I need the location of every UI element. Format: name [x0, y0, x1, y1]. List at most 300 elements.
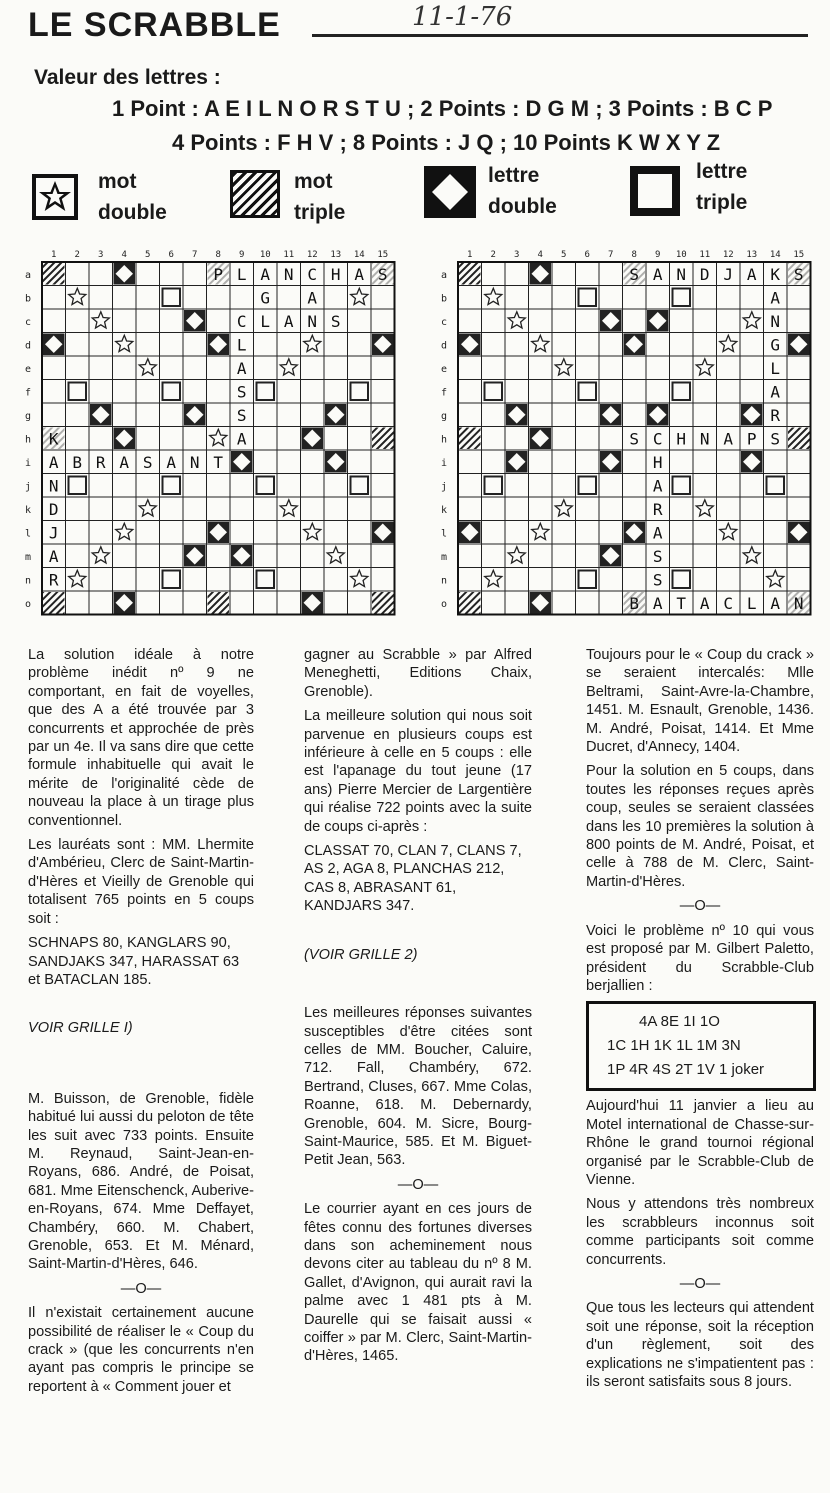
grid1-cell	[348, 427, 372, 451]
grid2-cell	[646, 450, 670, 474]
grid1-cell	[113, 333, 137, 357]
tile-letter: A	[723, 429, 734, 449]
grid1-cell	[66, 380, 90, 404]
hatched-square-icon	[230, 170, 280, 218]
tile-letter: R	[48, 570, 59, 590]
column-label: 3	[98, 250, 104, 260]
grid2-cell	[646, 262, 670, 286]
grid2-cell	[787, 427, 811, 451]
grid1-cell	[66, 568, 90, 592]
grid2-cell	[740, 333, 764, 357]
grid2-cell	[740, 403, 764, 427]
grid1-cell	[42, 497, 66, 521]
grid2-cell	[458, 309, 482, 333]
grid2-cell	[693, 309, 717, 333]
grid2-cell	[552, 568, 576, 592]
grid2-cell	[670, 286, 694, 310]
triple-word-square	[372, 428, 394, 450]
grid1-cell	[183, 380, 207, 404]
grid2-cell	[693, 497, 717, 521]
tile-letter: H	[676, 429, 687, 449]
grid1-cell	[324, 380, 348, 404]
column-label: 13	[746, 250, 758, 260]
problem-box-line-1: 4A 8E 1I 1O	[639, 1013, 720, 1031]
row-label: g	[440, 410, 448, 422]
tile-letter: A	[652, 476, 663, 496]
col3-paragraph-crack-ranking: Toujours pour le « Coup du crack » se seraient intercalés: Mlle Beltrami, Saint-Avre-la-Chambre, 1451. M. Esnault, Grenoble, 1436. M. André, Poisat, 1414. Et Mme Ducret, d'Annecy, 1404.	[586, 647, 814, 756]
grid1-cell	[136, 262, 160, 286]
triple-word-square	[788, 428, 810, 450]
row-label: l	[24, 528, 32, 540]
grid1-cell	[277, 427, 301, 451]
grid2-cell	[529, 591, 553, 615]
grid1-cell	[371, 568, 395, 592]
column-label: 11	[699, 250, 711, 260]
grid1-cell	[207, 568, 231, 592]
grid2-cell	[599, 497, 623, 521]
column-label: 14	[353, 250, 365, 260]
grid2-cell	[599, 568, 623, 592]
grid1-cell	[301, 544, 325, 568]
grid2-cell	[458, 427, 482, 451]
grid1-cell	[324, 521, 348, 545]
column-label: 1	[467, 250, 473, 260]
grid2-cell	[482, 497, 506, 521]
col1-paragraph-ranking: M. Buisson, de Grenoble, fidèle habitué lui aussi du peloton de tête les suit avec 733 points. Ensuite M. Reynaud, Saint-Jean-en-Royans, 686. André, de Poisat, 681. Mme Eitenschenck, Auberive-en-Royans, 674. Mme Deffayet, Chambéry, 660. M. Chabert, Grenoble, 653. Et M. Ménard, Saint-Martin-d'Hères, 646.	[28, 1090, 254, 1273]
grid1-cell	[301, 403, 325, 427]
grid2-cell	[458, 403, 482, 427]
grid2-cell	[599, 450, 623, 474]
tile-letter: T	[213, 452, 224, 472]
grid2-cell	[482, 474, 506, 498]
grid2-cell	[740, 521, 764, 545]
grid2-cell	[505, 333, 529, 357]
grid2-cell	[482, 380, 506, 404]
grid1-cell	[207, 427, 231, 451]
column-label: 9	[655, 250, 661, 260]
grid1-cell	[113, 286, 137, 310]
grid2-cell	[552, 591, 576, 615]
grid1-cell	[324, 309, 348, 333]
grid2-cell	[740, 427, 764, 451]
grid1-cell	[371, 450, 395, 474]
grid2-cell	[529, 262, 553, 286]
grid2-cell	[670, 544, 694, 568]
col3-separator-1: —O—	[679, 898, 721, 915]
tile-letter: S	[377, 264, 388, 284]
col3-paragraph-tournament: Aujourd'hui 11 janvier a lieu au Motel international de Chasse-sur-Rhône le grand tournoi régional organisé par le Scrabble-Club de Vienne.	[586, 1098, 814, 1188]
column-label: 5	[145, 250, 151, 260]
grid1-cell	[254, 356, 278, 380]
grid2-cell	[787, 403, 811, 427]
grid2-cell	[552, 474, 576, 498]
grid2-cell	[787, 568, 811, 592]
tile-letter: A	[770, 382, 781, 402]
grid2-cell	[458, 544, 482, 568]
grid2-cell	[717, 568, 741, 592]
grid1-cell	[89, 568, 113, 592]
grid1-cell	[66, 333, 90, 357]
grid2-cell	[599, 380, 623, 404]
grid2-cell	[623, 286, 647, 310]
grid1-cell	[183, 262, 207, 286]
grid2-cell	[576, 380, 600, 404]
tile-letter: S	[236, 405, 247, 425]
grid2-cell	[764, 568, 788, 592]
col3-paragraph-invite: Nous y attendons très nombreux les scrabbleurs inconnus soit comme participants soit comme concurrents.	[586, 1196, 814, 1268]
row-label: o	[440, 598, 448, 610]
grid2-cell	[764, 427, 788, 451]
grid1-cell	[89, 403, 113, 427]
tile-letter: J	[723, 264, 734, 284]
grid1-cell	[348, 356, 372, 380]
grid1-cell	[371, 333, 395, 357]
grid1-cell	[301, 286, 325, 310]
grid2-cell	[505, 521, 529, 545]
tile-letter: G	[260, 288, 271, 308]
tile-letter: C	[307, 264, 318, 284]
grid2-cell	[787, 380, 811, 404]
row-label: e	[440, 363, 448, 375]
grid2-cell	[599, 591, 623, 615]
grid2-cell	[764, 286, 788, 310]
grid1-cell	[207, 497, 231, 521]
grid1-cell	[324, 450, 348, 474]
grid2-cell	[599, 309, 623, 333]
grid2-cell	[529, 356, 553, 380]
grid1-cell	[89, 497, 113, 521]
grid1-cell	[136, 521, 160, 545]
col2-paragraph-book: gagner au Scrabble » par Alfred Meneghetti, Editions Chaix, Grenoble).	[304, 647, 532, 700]
grid1-cell	[301, 309, 325, 333]
tile-letter: N	[307, 311, 318, 331]
grid1-cell	[277, 333, 301, 357]
grid1-cell	[113, 262, 137, 286]
grid2-cell	[764, 497, 788, 521]
grid2-cell	[482, 568, 506, 592]
grid1-cell	[230, 427, 254, 451]
grid1-cell	[136, 427, 160, 451]
grid1-cell	[277, 356, 301, 380]
row-label: m	[440, 551, 448, 563]
grid2-cell	[764, 403, 788, 427]
grid2-cell	[482, 286, 506, 310]
grid2-cell	[599, 427, 623, 451]
row-label: g	[24, 410, 32, 422]
grid2-cell	[529, 450, 553, 474]
handwritten-date: 11-1-76	[412, 2, 513, 32]
grid2-cell	[576, 356, 600, 380]
grid1-cell	[66, 427, 90, 451]
letter-values-heading: Valeur des lettres :	[34, 66, 221, 89]
grid2-cell	[482, 333, 506, 357]
grid1-cell	[136, 309, 160, 333]
grid2-cell	[505, 403, 529, 427]
grid1-cell	[89, 427, 113, 451]
grid1-cell	[113, 474, 137, 498]
col2-paragraph-mail: Le courrier ayant en ces jours de fêtes connu des fortunes diverses dans son acheminement nous devons citer au tableau du nº 8 M. Gallet, d'Avignon, qui aurait ravi la palme avec 1 481 pts à M. Daurelle qui se faisait aussi « coiffer » par M. Clerc, Saint-Martin-d'Hères, 1465.	[304, 1201, 532, 1365]
grid1-cell	[136, 450, 160, 474]
row-label: n	[24, 575, 32, 587]
grid2-cell	[552, 497, 576, 521]
grid2-cell	[717, 497, 741, 521]
tile-letter: B	[629, 593, 640, 613]
grid2-cell	[623, 544, 647, 568]
grid1-cell	[42, 262, 66, 286]
grid1-cell	[207, 262, 231, 286]
grid2-cell	[623, 591, 647, 615]
page-title: LE SCRABBLE	[28, 6, 281, 44]
tile-letter: K	[770, 264, 781, 284]
column-label: 14	[769, 250, 781, 260]
grid1-cell	[136, 568, 160, 592]
grid1-cell	[348, 309, 372, 333]
grid1-cell	[371, 427, 395, 451]
grid2-cell	[717, 427, 741, 451]
grid2-cell	[482, 544, 506, 568]
grid2-cell	[505, 591, 529, 615]
grid1-cell	[301, 333, 325, 357]
grid1-cell	[42, 450, 66, 474]
title-rule	[312, 34, 808, 37]
triple-word-square	[43, 592, 65, 614]
legend-label-3b: double	[488, 195, 557, 218]
row-label: h	[440, 434, 448, 446]
row-label: o	[24, 598, 32, 610]
grid1-cell	[254, 333, 278, 357]
diamond-square-icon	[424, 166, 476, 218]
grid1-cell	[254, 544, 278, 568]
grid2-cell	[552, 309, 576, 333]
grid1-cell	[160, 474, 184, 498]
grid2-cell	[764, 474, 788, 498]
grid2-cell	[646, 544, 670, 568]
grid2-cell	[646, 568, 670, 592]
grid1-cell	[324, 591, 348, 615]
column-label: 1	[51, 250, 57, 260]
tile-letter: C	[723, 593, 734, 613]
grid2-cell	[717, 286, 741, 310]
row-label: b	[24, 293, 32, 305]
column-label: 7	[608, 250, 614, 260]
grid2-cell	[599, 286, 623, 310]
grid1-cell	[324, 568, 348, 592]
row-label: c	[24, 316, 32, 328]
grid1-cell	[207, 544, 231, 568]
grid2-cell	[693, 356, 717, 380]
tile-letter: L	[746, 593, 757, 613]
grid2-cell	[740, 262, 764, 286]
grid1-cell	[207, 380, 231, 404]
tile-letter: T	[676, 593, 687, 613]
grid1-cell	[301, 262, 325, 286]
tile-letter: D	[48, 499, 59, 519]
grid1-cell	[324, 356, 348, 380]
grid1-cell	[42, 568, 66, 592]
grid2-cell	[529, 521, 553, 545]
grid2-cell	[576, 309, 600, 333]
column-label: 5	[561, 250, 567, 260]
column-label: 7	[192, 250, 198, 260]
grid2-cell	[717, 309, 741, 333]
grid1-cell	[277, 521, 301, 545]
grid1-cell	[230, 497, 254, 521]
legend-label-4a: lettre	[696, 160, 748, 183]
grid2-cell	[505, 286, 529, 310]
grid2-cell	[670, 591, 694, 615]
grid1-cell	[230, 521, 254, 545]
row-label: b	[440, 293, 448, 305]
grid1-cell	[66, 474, 90, 498]
grid2-cell	[458, 497, 482, 521]
grid2-cell	[529, 403, 553, 427]
row-label: f	[24, 387, 32, 399]
grid1-cell	[136, 544, 160, 568]
col2-grid-ref: (VOIR GRILLE 2)	[304, 946, 418, 963]
grid2-cell	[529, 309, 553, 333]
grid1-cell	[301, 380, 325, 404]
hollow-square-icon	[630, 166, 680, 216]
col1-paragraph-solution: SCHNAPS 80, KANGLARS 90, SANDJAKS 347, HARASSAT 63 et BATACLAN 185.	[28, 935, 240, 988]
grid1-cell	[183, 403, 207, 427]
grid2-cell	[576, 521, 600, 545]
grid2-cell	[717, 591, 741, 615]
grid1-cell	[324, 333, 348, 357]
grid1-cell	[301, 356, 325, 380]
grid2-cell	[693, 427, 717, 451]
tile-letter: H	[652, 452, 663, 472]
row-label: n	[440, 575, 448, 587]
grid1-cell	[42, 521, 66, 545]
grid2-cell	[599, 474, 623, 498]
letter-values-line-2: 4 Points : F H V ; 8 Points : J Q ; 10 Points K W X Y Z	[172, 130, 721, 155]
grid1-cell	[230, 309, 254, 333]
grid2-cell	[623, 474, 647, 498]
tile-letter: S	[629, 264, 640, 284]
grid2-cell	[670, 427, 694, 451]
grid2-cell	[740, 474, 764, 498]
grid1-cell	[254, 450, 278, 474]
grid2-cell	[693, 544, 717, 568]
grid1-cell	[160, 568, 184, 592]
grid2-cell	[576, 333, 600, 357]
col1-separator: —O—	[120, 1280, 162, 1297]
grid1-cell	[89, 356, 113, 380]
grid1-cell	[42, 286, 66, 310]
grid1-cell	[113, 591, 137, 615]
scrabble-grid-2	[438, 244, 818, 631]
grid1-cell	[136, 333, 160, 357]
grid2-cell	[623, 403, 647, 427]
tile-letter: A	[166, 452, 177, 472]
grid1-cell	[160, 591, 184, 615]
grid1-cell	[371, 544, 395, 568]
grid2-cell	[552, 380, 576, 404]
tile-letter: S	[236, 382, 247, 402]
grid2-cell	[764, 262, 788, 286]
tile-letter: A	[652, 264, 663, 284]
problem-10-box	[586, 1001, 816, 1091]
grid2-cell	[717, 450, 741, 474]
grid2-cell	[787, 474, 811, 498]
grid1-cell	[160, 380, 184, 404]
grid2-cell	[740, 380, 764, 404]
grid1-cell	[66, 403, 90, 427]
grid2-cell	[552, 262, 576, 286]
grid2-cell	[646, 591, 670, 615]
grid2-cell	[599, 521, 623, 545]
grid1-cell	[230, 403, 254, 427]
grid2-cell	[693, 474, 717, 498]
grid1-cell	[207, 591, 231, 615]
grid1-cell	[113, 497, 137, 521]
grid1-cell	[230, 544, 254, 568]
grid1-cell	[113, 356, 137, 380]
grid1-cell	[136, 403, 160, 427]
grid1-cell	[183, 474, 207, 498]
grid2-cell	[458, 521, 482, 545]
tile-letter: A	[48, 452, 59, 472]
grid1-cell	[254, 380, 278, 404]
grid1-cell	[230, 356, 254, 380]
col2-separator: —O—	[397, 1176, 439, 1193]
grid1-cell	[230, 568, 254, 592]
grid2-cell	[599, 403, 623, 427]
grid2-cell	[505, 497, 529, 521]
column-label: 4	[121, 250, 127, 260]
grid2-cell	[623, 497, 647, 521]
grid1-cell	[183, 521, 207, 545]
grid1-cell	[348, 521, 372, 545]
grid1-cell	[348, 333, 372, 357]
grid2-cell	[646, 380, 670, 404]
grid2-cell	[740, 450, 764, 474]
grid2-cell	[740, 544, 764, 568]
grid1-cell	[66, 591, 90, 615]
grid2-cell	[482, 309, 506, 333]
grid1-cell	[277, 403, 301, 427]
grid1-cell	[371, 356, 395, 380]
grid2-cell	[764, 380, 788, 404]
grid1-cell	[183, 333, 207, 357]
grid2-cell	[740, 591, 764, 615]
grid2-cell	[670, 403, 694, 427]
grid2-cell	[740, 286, 764, 310]
grid1-cell	[371, 286, 395, 310]
grid1-cell	[42, 591, 66, 615]
grid1-cell	[254, 403, 278, 427]
row-label: c	[440, 316, 448, 328]
grid1-cell	[348, 380, 372, 404]
grid1-cell	[277, 262, 301, 286]
grid2-cell	[717, 474, 741, 498]
grid2-cell	[693, 521, 717, 545]
col1-paragraph-intro: La solution idéale à notre problème inédit nº 9 ne comportant, en fait de voyelles, que des A a été trouvée par 3 concurrents et approchée de près par un 4e. Il va sans dire que cette formule inhabituelle qui avait le mérite de l'originalité cède de nouveau la place à un tirage plus conventionnel.	[28, 647, 254, 829]
tile-letter: L	[236, 335, 247, 355]
grid1-cell	[89, 333, 113, 357]
column-label: 9	[239, 250, 245, 260]
tile-letter: N	[676, 264, 687, 284]
grid1-cell	[301, 497, 325, 521]
grid2-cell	[529, 380, 553, 404]
grid1-cell	[207, 450, 231, 474]
triple-word-square	[459, 592, 481, 614]
grid2-cell	[670, 333, 694, 357]
grid2-cell	[717, 333, 741, 357]
column-label: 6	[168, 250, 174, 260]
grid2-cell	[529, 474, 553, 498]
column-label: 13	[330, 250, 342, 260]
